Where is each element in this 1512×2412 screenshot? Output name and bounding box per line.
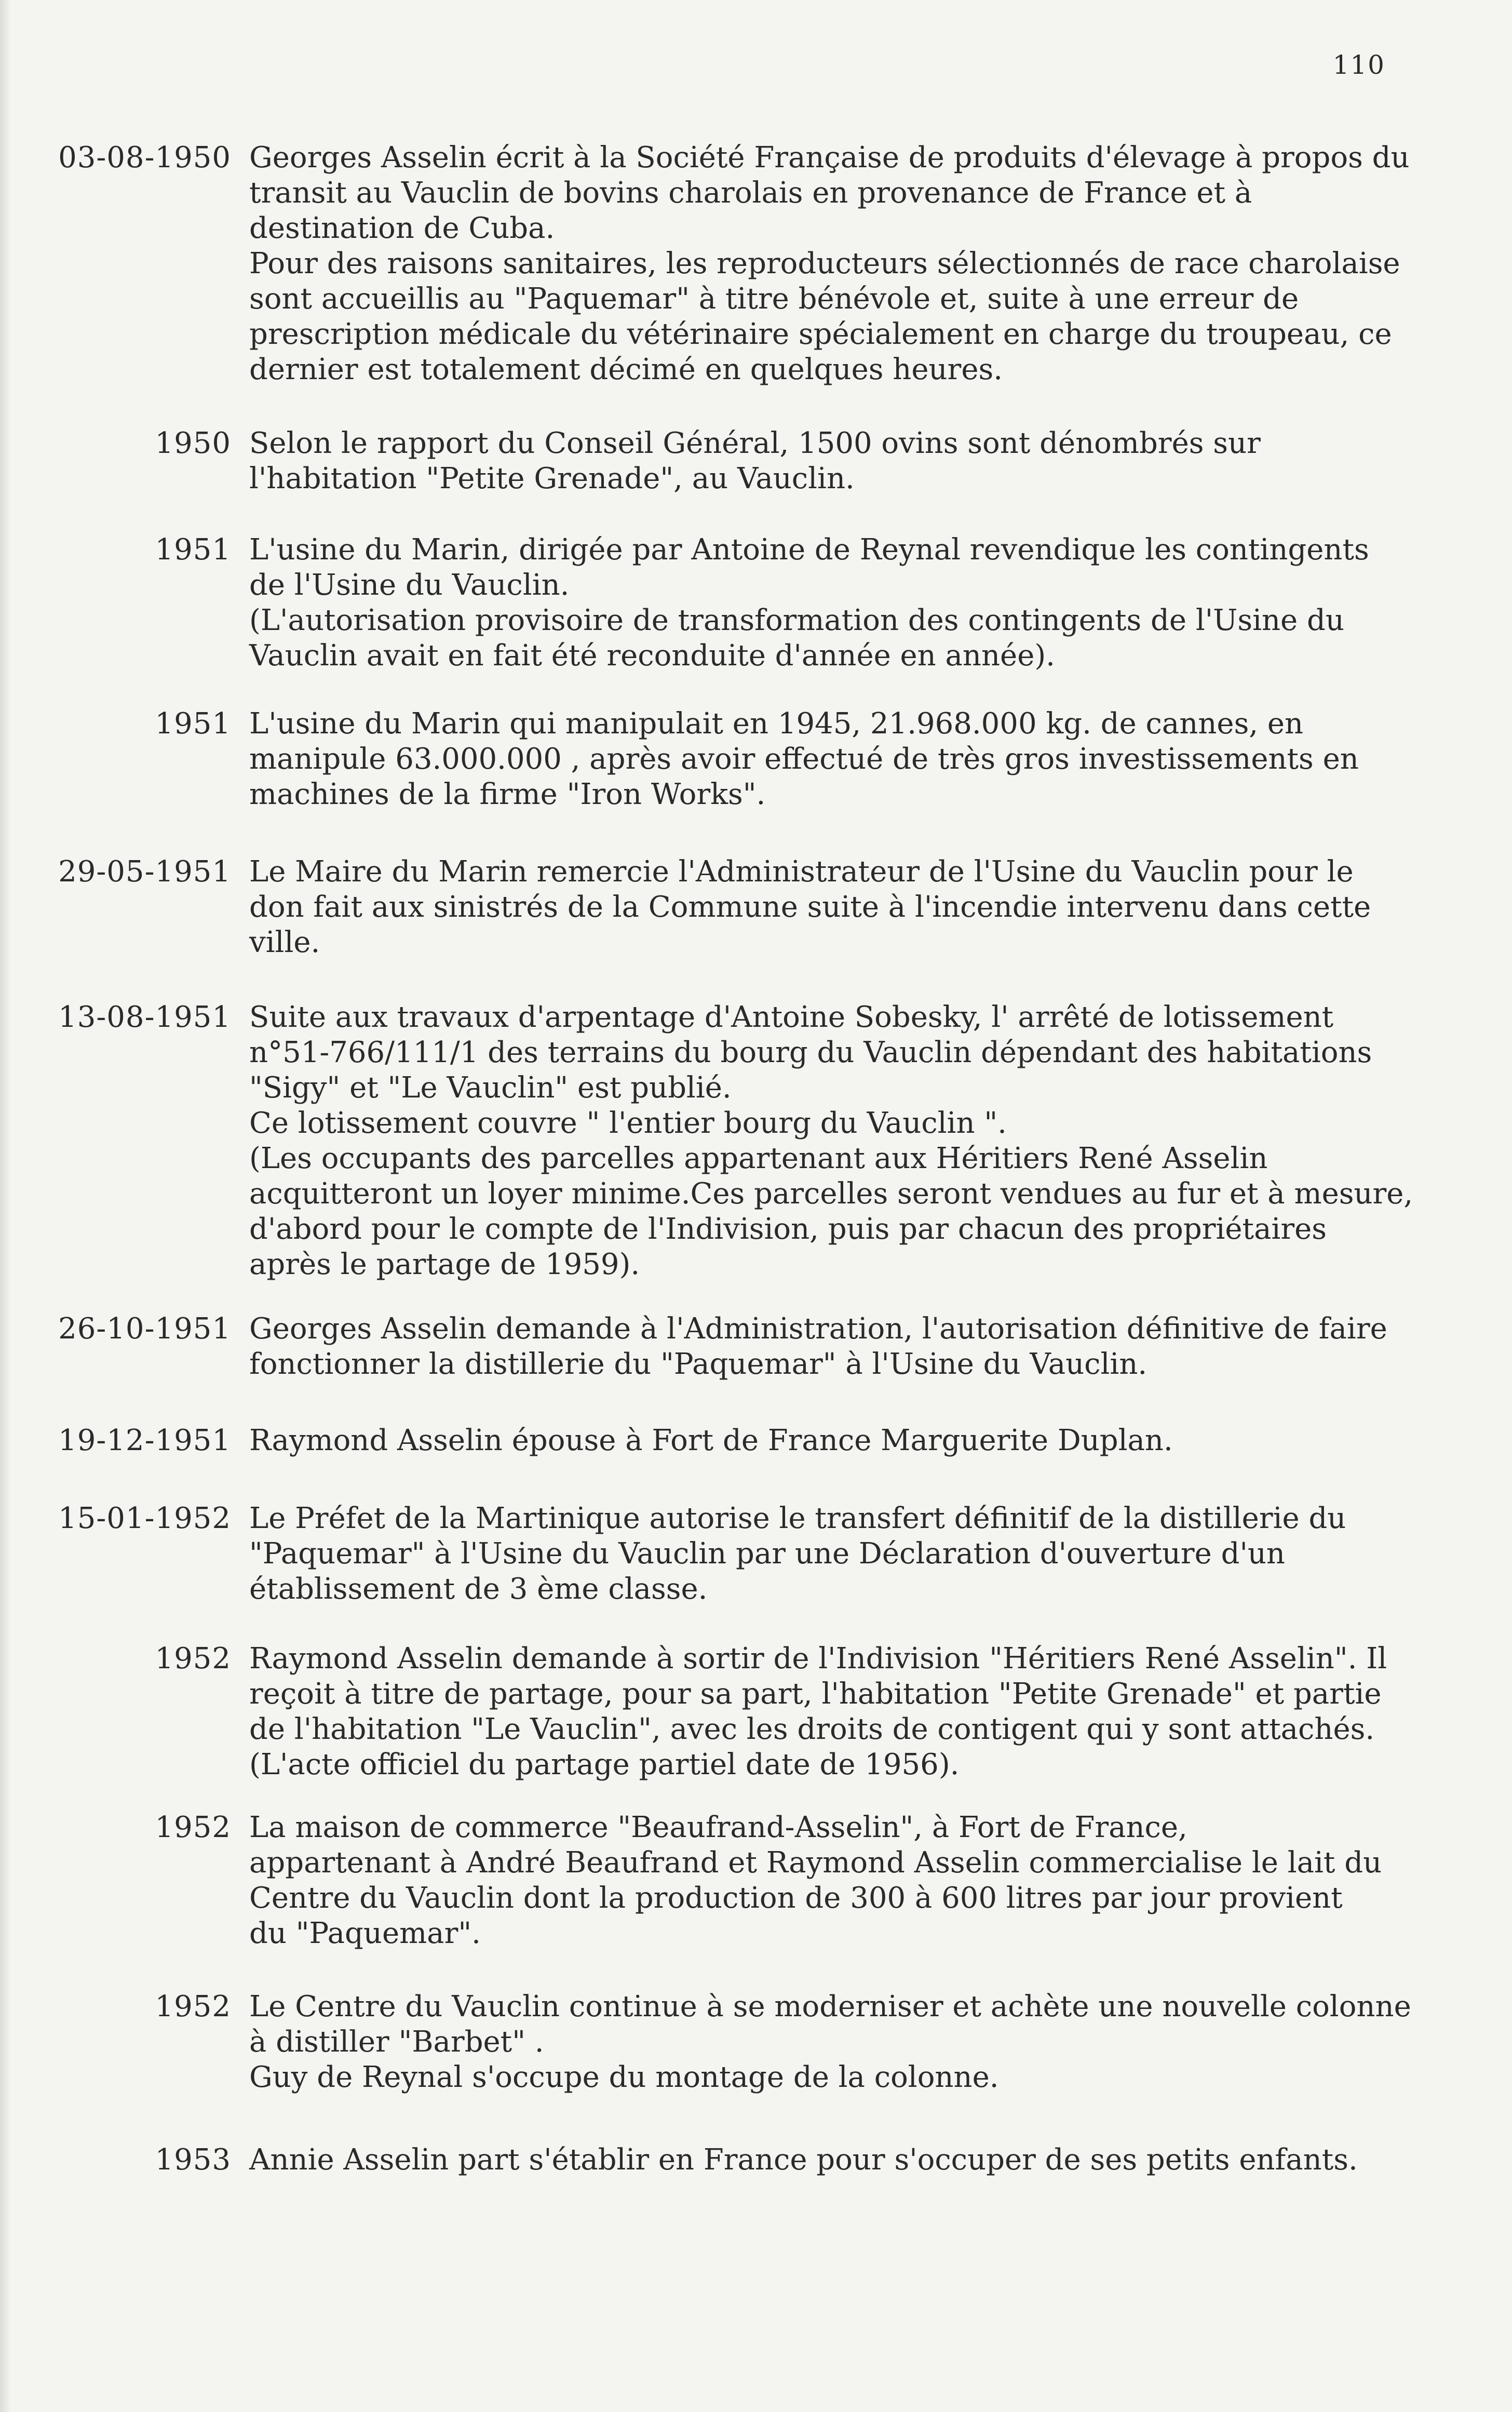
entry-description xyxy=(249,1810,1438,1951)
entry-date: 1951 xyxy=(155,707,231,741)
entry-date: 15-01-1952 xyxy=(58,1502,231,1535)
chronology-entry xyxy=(0,426,1512,497)
chronology-entry xyxy=(0,1989,1512,2095)
entry-paragraph: Raymond Asselin épouse à Fort de France Marguerite Duplan. xyxy=(249,1424,1173,1457)
chronology-entry xyxy=(0,1311,1512,1382)
entry-paragraph: Le Centre du Vauclin continue à se moderniser et achète une nouvelle colonne à distiller "Barbet" . xyxy=(249,1990,1411,2059)
chronology-entry xyxy=(0,2142,1512,2178)
entry-description xyxy=(249,1641,1438,1783)
chronology-entry xyxy=(0,854,1512,960)
entry-description xyxy=(249,1423,1438,1458)
entry-paragraph: Georges Asselin écrit à la Société Française de produits d'élevage à propos du transit au Vauclin de bovins charolais en provenance de France et à destination de Cuba. xyxy=(249,141,1410,245)
entry-description xyxy=(249,426,1438,497)
entry-description xyxy=(249,706,1438,812)
entry-paragraph: Ce lotissement couvre " l'entier bourg du Vauclin ". xyxy=(249,1106,1007,1140)
entry-paragraph: Le Maire du Marin remercie l'Administrateur de l'Usine du Vauclin pour le don fait aux sinistrés de la Commune suite à l'incendie intervenu dans cette ville. xyxy=(249,855,1371,959)
entry-paragraph: Suite aux travaux d'arpentage d'Antoine Sobesky, l' arrêté de lotissement n°51-766/111/1 des terrains du bourg du Vauclin dépendant des habitations "Sigy" et "Le Vauclin" est publié. xyxy=(249,1000,1372,1105)
page-number: 110 xyxy=(1332,50,1385,80)
entry-paragraph: Selon le rapport du Conseil Général, 1500 ovins sont dénombrés sur l'habitation "Petite Grenade", au Vauclin. xyxy=(249,426,1261,495)
entry-description xyxy=(249,1000,1438,1282)
entry-description xyxy=(249,854,1438,960)
entry-paragraph: La maison de commerce "Beaufrand-Asselin", à Fort de France, appartenant à André Beaufrand et Raymond Asselin commercialise le lait du Centre du Vauclin dont la production de 300 à 600 litres par jour provient du "Paquemar". xyxy=(249,1811,1382,1950)
chronology-entry xyxy=(0,1501,1512,1607)
entry-paragraph: Georges Asselin demande à l'Administration, l'autorisation définitive de faire fonctionner la distillerie du "Paquemar" à l'Usine du Vauclin. xyxy=(249,1312,1387,1381)
entry-description xyxy=(249,1989,1438,2095)
entry-paragraph: L'usine du Marin, dirigée par Antoine de Reynal revendique les contingents de l'Usine du Vauclin. xyxy=(249,533,1369,602)
entry-date: 29-05-1951 xyxy=(58,855,231,889)
chronology-entry xyxy=(0,1423,1512,1458)
entry-paragraph: Guy de Reynal s'occupe du montage de la colonne. xyxy=(249,2060,999,2094)
entry-date: 03-08-1950 xyxy=(58,141,231,175)
chronology-entry xyxy=(0,532,1512,674)
entry-date: 1950 xyxy=(155,426,231,460)
entry-date: 1951 xyxy=(155,533,231,567)
entry-date: 13-08-1951 xyxy=(58,1000,231,1034)
chronology-entry xyxy=(0,1641,1512,1783)
entry-date: 19-12-1951 xyxy=(58,1424,231,1457)
entry-date: 1953 xyxy=(155,2143,231,2177)
entry-paragraph: Annie Asselin part s'établir en France pour s'occuper de ses petits enfants. xyxy=(249,2143,1358,2177)
chronology-entry xyxy=(0,1810,1512,1951)
entry-date: 1952 xyxy=(155,1811,231,1844)
entry-date: 1952 xyxy=(155,1642,231,1676)
entry-description xyxy=(249,140,1438,387)
chronology-entry xyxy=(0,1000,1512,1282)
entry-description xyxy=(249,2142,1438,2178)
entry-date: 1952 xyxy=(155,1990,231,2024)
chronology-entry xyxy=(0,140,1512,387)
entry-paragraph: L'usine du Marin qui manipulait en 1945, 21.968.000 kg. de cannes, en manipule 63.000.000 , après avoir effectué de très gros investissements en machines de la firme "Iron Works". xyxy=(249,707,1359,811)
entry-paragraph: Le Préfet de la Martinique autorise le transfert définitif de la distillerie du "Paquemar" à l'Usine du Vauclin par une Déclaration d'ouverture d'un établissement de 3 ème classe. xyxy=(249,1502,1346,1606)
entry-paragraph: Raymond Asselin demande à sortir de l'Indivision "Héritiers René Asselin". Il reçoit à titre de partage, pour sa part, l'habitation "Petite Grenade" et partie de l'habitation "Le Vauclin", avec les droits de contigent qui y sont attachés. (L'acte officiel du partage partiel date de 1956). xyxy=(249,1642,1387,1781)
entry-paragraph: Pour des raisons sanitaires, les reproducteurs sélectionnés de race charolaise sont accueillis au "Paquemar" à titre bénévole et, suite à une erreur de prescription médicale du vétérinaire spécialement en charge du troupeau, ce dernier est totalement décimé en quelques heures. xyxy=(249,247,1400,386)
entry-description xyxy=(249,1311,1438,1382)
entry-paragraph: (Les occupants des parcelles appartenant aux Héritiers René Asselin acquitteront un loyer minime.Ces parcelles seront vendues au fur et à mesure, d'abord pour le compte de l'Indivision, puis par chacun des propriétaires après le partage de 1959). xyxy=(249,1142,1413,1281)
entry-paragraph: (L'autorisation provisoire de transformation des contingents de l'Usine du Vauclin avait en fait été reconduite d'année en année). xyxy=(249,604,1344,673)
entry-description xyxy=(249,532,1438,674)
chronology-entry xyxy=(0,706,1512,812)
entry-date: 26-10-1951 xyxy=(58,1312,231,1346)
entry-description xyxy=(249,1501,1438,1607)
